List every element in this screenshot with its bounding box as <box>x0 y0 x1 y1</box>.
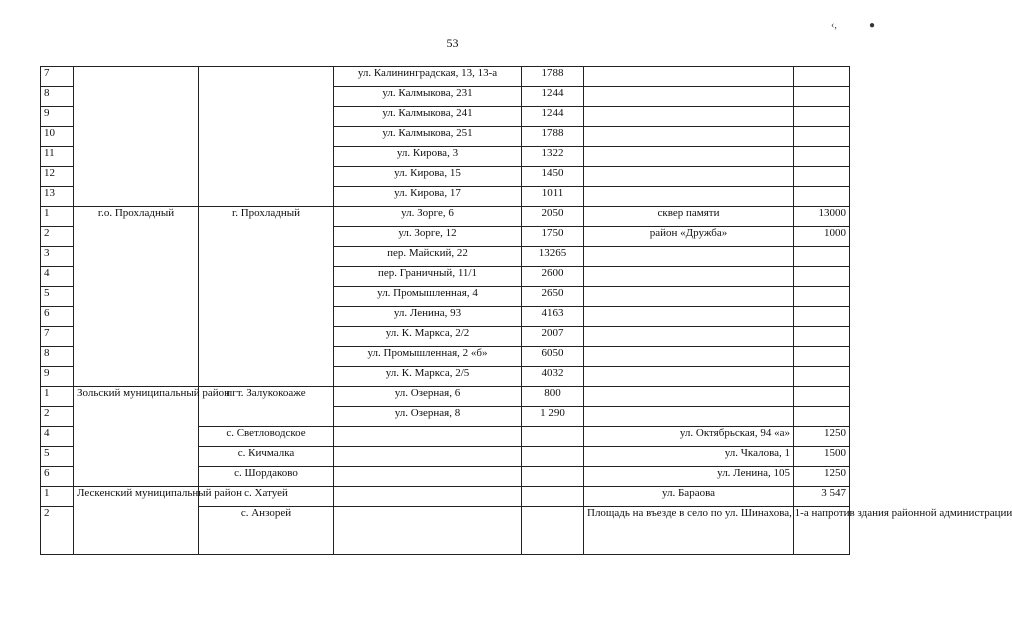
place-cell <box>584 87 794 107</box>
address-cell: ул. Кирова, 17 <box>334 187 522 207</box>
settlement-cell: пгт. Залукокоаже <box>199 387 334 427</box>
place-cell <box>584 387 794 407</box>
settlement-cell: г. Прохладный <box>199 207 334 387</box>
place-cell: район «Дружба» <box>584 227 794 247</box>
area-cell: 2050 <box>522 207 584 227</box>
place-cell <box>584 187 794 207</box>
settlement-cell <box>199 67 334 207</box>
settlement-cell: с. Анзорей <box>199 507 334 555</box>
row-number: 1 <box>41 387 74 407</box>
area-cell <box>522 427 584 447</box>
place-area-cell: 3 547 <box>794 487 850 507</box>
place-area-cell: 1250 <box>794 467 850 487</box>
place-area-cell <box>794 307 850 327</box>
place-area-cell: 1500 <box>794 447 850 467</box>
area-cell: 6050 <box>522 347 584 367</box>
place-cell: ул. Октябрьская, 94 «а» <box>584 427 794 447</box>
place-cell: ул. Ленина, 105 <box>584 467 794 487</box>
area-cell: 800 <box>522 387 584 407</box>
address-cell: ул. К. Маркса, 2/5 <box>334 367 522 387</box>
address-cell <box>334 507 522 555</box>
place-cell <box>584 127 794 147</box>
area-cell: 2650 <box>522 287 584 307</box>
area-cell: 4163 <box>522 307 584 327</box>
row-number: 5 <box>41 447 74 467</box>
area-cell: 1244 <box>522 87 584 107</box>
address-cell: ул. Калмыкова, 241 <box>334 107 522 127</box>
place-cell <box>584 327 794 347</box>
place-cell <box>584 107 794 127</box>
scan-mark-comma: ‹, <box>831 20 837 31</box>
table-row <box>41 387 850 407</box>
place-area-cell: 13000 <box>794 207 850 227</box>
row-number: 11 <box>41 147 74 167</box>
area-cell <box>522 447 584 467</box>
place-cell: Площадь на въезде в село по ул. Шинахова, 1-а напротив здания районной администрации <box>584 507 794 555</box>
row-number: 6 <box>41 307 74 327</box>
row-number: 8 <box>41 87 74 107</box>
row-number: 12 <box>41 167 74 187</box>
place-area-cell: 1000 <box>794 227 850 247</box>
place-area-cell <box>794 367 850 387</box>
municipality-cell: Зольский муниципальный район <box>74 387 199 487</box>
address-cell: ул. Промышленная, 4 <box>334 287 522 307</box>
area-cell: 1788 <box>522 127 584 147</box>
address-cell <box>334 487 522 507</box>
area-cell: 2007 <box>522 327 584 347</box>
place-cell <box>584 67 794 87</box>
row-number: 9 <box>41 107 74 127</box>
area-cell: 1450 <box>522 167 584 187</box>
settlement-cell: с. Хатуей <box>199 487 334 507</box>
place-cell <box>584 147 794 167</box>
place-area-cell <box>794 187 850 207</box>
row-number: 1 <box>41 487 74 507</box>
place-area-cell <box>794 327 850 347</box>
row-number: 1 <box>41 207 74 227</box>
area-cell: 1750 <box>522 227 584 247</box>
row-number: 6 <box>41 467 74 487</box>
place-cell <box>584 167 794 187</box>
area-cell <box>522 467 584 487</box>
address-cell: пер. Граничный, 11/1 <box>334 267 522 287</box>
area-cell: 1322 <box>522 147 584 167</box>
area-cell: 1244 <box>522 107 584 127</box>
address-cell: ул. Кирова, 3 <box>334 147 522 167</box>
row-number: 8 <box>41 347 74 367</box>
place-cell <box>584 347 794 367</box>
place-area-cell <box>794 387 850 407</box>
area-cell: 13265 <box>522 247 584 267</box>
scan-mark-dot: ● <box>869 20 876 31</box>
address-cell: ул. Озерная, 8 <box>334 407 522 427</box>
address-cell: ул. К. Маркса, 2/2 <box>334 327 522 347</box>
place-area-cell <box>794 287 850 307</box>
address-cell: ул. Калининградская, 13, 13-а <box>334 67 522 87</box>
place-area-cell <box>794 107 850 127</box>
area-cell: 1788 <box>522 67 584 87</box>
page-number: 53 <box>446 36 459 50</box>
address-cell <box>334 447 522 467</box>
address-cell: ул. Зорге, 6 <box>334 207 522 227</box>
place-area-cell <box>794 87 850 107</box>
row-number: 4 <box>41 267 74 287</box>
place-area-cell <box>794 127 850 147</box>
row-number: 4 <box>41 427 74 447</box>
place-area-cell <box>794 247 850 267</box>
address-cell: пер. Майский, 22 <box>334 247 522 267</box>
row-number: 5 <box>41 287 74 307</box>
settlement-cell: с. Кичмалка <box>199 447 334 467</box>
municipality-cell <box>74 67 199 207</box>
place-area-cell <box>794 407 850 427</box>
row-number: 13 <box>41 187 74 207</box>
area-cell: 2600 <box>522 267 584 287</box>
place-cell <box>584 367 794 387</box>
settlement-cell: с. Светловодское <box>199 427 334 447</box>
place-area-cell: 1250 <box>794 427 850 447</box>
place-cell <box>584 407 794 427</box>
place-area-cell <box>794 147 850 167</box>
area-cell: 1 290 <box>522 407 584 427</box>
row-number: 7 <box>41 327 74 347</box>
row-number: 9 <box>41 367 74 387</box>
area-cell: 4032 <box>522 367 584 387</box>
place-cell <box>584 307 794 327</box>
table-row <box>41 67 850 87</box>
address-cell: ул. Зорге, 12 <box>334 227 522 247</box>
municipality-cell: г.о. Прохладный <box>74 207 199 387</box>
address-cell: ул. Ленина, 93 <box>334 307 522 327</box>
place-cell: сквер памяти <box>584 207 794 227</box>
row-number: 2 <box>41 507 74 555</box>
address-cell: ул. Озерная, 6 <box>334 387 522 407</box>
address-cell: ул. Кирова, 15 <box>334 167 522 187</box>
row-number: 2 <box>41 407 74 427</box>
place-area-cell <box>794 167 850 187</box>
place-cell <box>584 287 794 307</box>
place-area-cell <box>794 67 850 87</box>
place-area-cell <box>794 267 850 287</box>
place-cell: ул. Чкалова, 1 <box>584 447 794 467</box>
row-number: 7 <box>41 67 74 87</box>
area-cell: 1011 <box>522 187 584 207</box>
row-number: 10 <box>41 127 74 147</box>
area-cell <box>522 487 584 507</box>
table-row <box>41 207 850 227</box>
address-cell: ул. Промышленная, 2 «б» <box>334 347 522 367</box>
place-cell <box>584 267 794 287</box>
settlement-cell: с. Шордаково <box>199 467 334 487</box>
place-cell: ул. Бараова <box>584 487 794 507</box>
area-cell <box>522 507 584 555</box>
row-number: 2 <box>41 227 74 247</box>
municipality-cell: Лескенский муниципальный район <box>74 487 199 555</box>
place-area-cell <box>794 347 850 367</box>
address-cell <box>334 427 522 447</box>
row-number: 3 <box>41 247 74 267</box>
place-cell <box>584 247 794 267</box>
address-cell: ул. Калмыкова, 251 <box>334 127 522 147</box>
sites-table <box>40 66 1012 555</box>
table-row <box>41 487 850 507</box>
address-cell <box>334 467 522 487</box>
address-cell: ул. Калмыкова, 231 <box>334 87 522 107</box>
